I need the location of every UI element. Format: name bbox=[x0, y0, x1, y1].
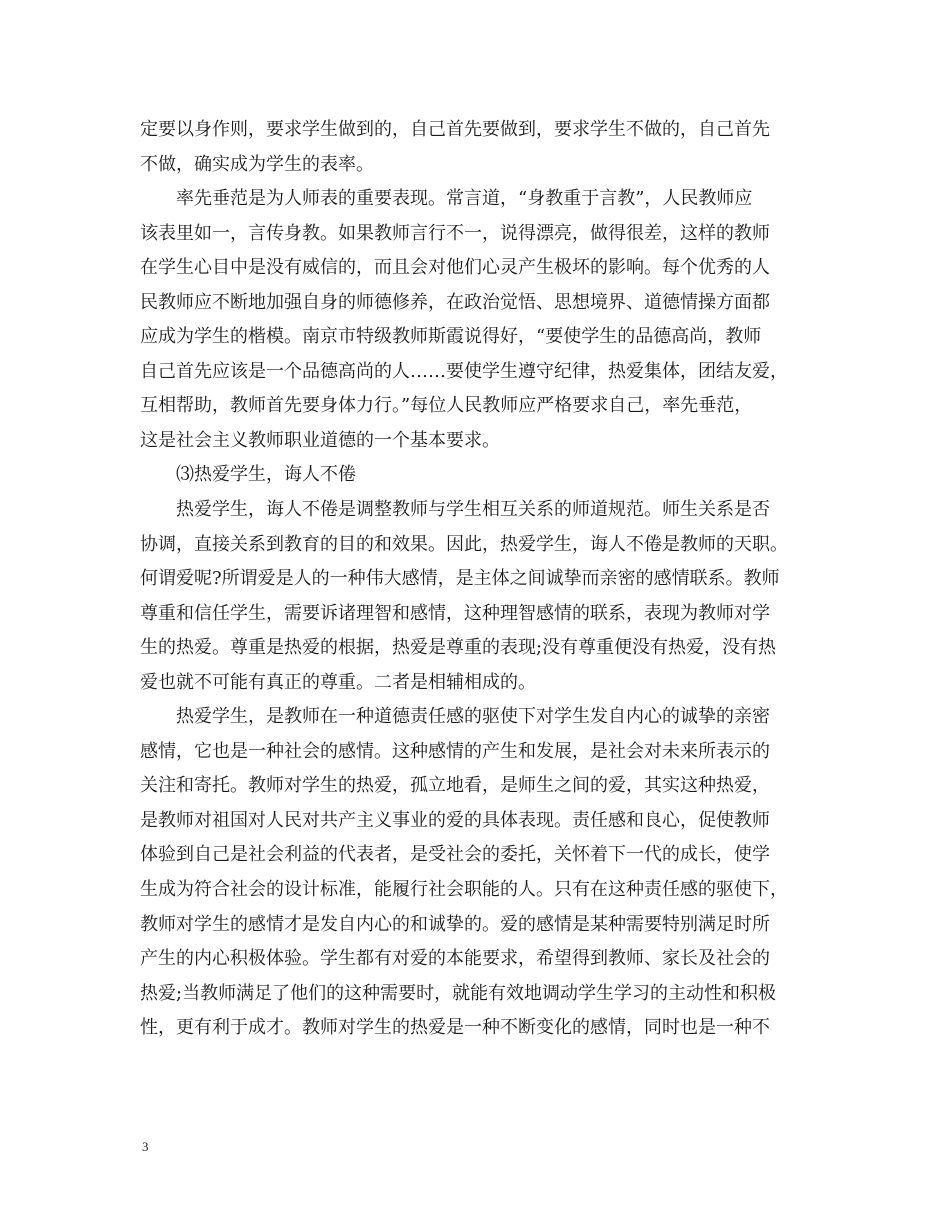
text-line: 是教师对祖国对人民对共产主义事业的爱的具体表现。责任感和良心，促使教师 bbox=[140, 809, 770, 831]
paragraph-first-line: 热爱学生，是教师在一种道德责任感的驱使下对学生发自内心的诚挚的亲密 bbox=[176, 706, 770, 728]
text-line: 生成为符合社会的设计标准，能履行社会职能的人。只有在这种责任感的驱使下， bbox=[140, 879, 788, 901]
text-line: 在学生心目中是没有威信的，而且会对他们心灵产生极坏的影响。每个优秀的人 bbox=[140, 257, 770, 279]
text-line: 这是社会主义教师职业道德的一个基本要求。 bbox=[140, 429, 500, 451]
text-line: 应成为学生的楷模。南京市特级教师斯霞说得好，“要使学生的品德高尚，教师 bbox=[140, 326, 762, 348]
text-line: 爱也就不可能有真正的尊重。二者是相辅相成的。 bbox=[140, 671, 536, 693]
text-line: 协调，直接关系到教育的目的和效果。因此，热爱学生，诲人不倦是教师的天职。 bbox=[140, 533, 788, 555]
text-line: 该表里如一，言传身教。如果教师言行不一，说得漂亮，做得很差，这样的教师 bbox=[140, 222, 770, 244]
text-line: 尊重和信任学生，需要诉诸理智和感情，这种理智感情的联系，表现为教师对学 bbox=[140, 602, 770, 624]
text-line: 性，更有利于成才。教师对学生的热爱是一种不断变化的感情，同时也是一种不 bbox=[140, 1017, 770, 1039]
paragraph-first-line: 热爱学生，诲人不倦是调整教师与学生相互关系的师道规范。师生关系是否 bbox=[176, 499, 770, 521]
section-heading: ⑶热爱学生，诲人不倦 bbox=[176, 464, 356, 486]
text-line: 热爱;当教师满足了他们的这种需要时，就能有效地调动学生学习的主动性和积极 bbox=[140, 982, 777, 1004]
text-line: 产生的内心积极体验。学生都有对爱的本能要求，希望得到教师、家长及社会的 bbox=[140, 948, 770, 970]
page-number: 3 bbox=[142, 1139, 149, 1154]
text-line: 感情，它也是一种社会的感情。这种感情的产生和发展，是社会对未来所表示的 bbox=[140, 740, 770, 762]
text-line: 定要以身作则，要求学生做到的，自己首先要做到，要求学生不做的，自己首先 bbox=[140, 119, 770, 140]
text-line: 不做，确实成为学生的表率。 bbox=[140, 153, 374, 175]
text-line: 互相帮助，教师首先要身体力行。”每位人民教师应严格要求自己，率先垂范， bbox=[140, 395, 753, 417]
body-text bbox=[140, 113, 820, 1046]
text-line: 教师对学生的感情才是发自内心的和诚挚的。爱的感情是某种需要特别满足时所 bbox=[140, 913, 770, 935]
text-line: 何谓爱呢?所谓爱是人的一种伟大感情，是主体之间诚挚而亲密的感情联系。教师 bbox=[140, 568, 780, 590]
text-line: 生的热爱。尊重是热爱的根据，热爱是尊重的表现;没有尊重便没有热爱，没有热 bbox=[140, 637, 777, 659]
text-line: 自己首先应该是一个品德高尚的人……要使学生遵守纪律，热爱集体，团结友爱， bbox=[140, 360, 788, 382]
text-line: 关注和寄托。教师对学生的热爱，孤立地看，是师生之间的爱，其实这种热爱， bbox=[140, 775, 770, 797]
paragraph-first-line: 率先垂范是为人师表的重要表现。常言道，“身教重于言教”，人民教师应 bbox=[176, 188, 753, 210]
text-line: 体验到自己是社会利益的代表者，是受社会的委托，关怀着下一代的成长，使学 bbox=[140, 844, 770, 866]
text-line: 民教师应不断地加强自身的师德修养，在政治觉悟、思想境界、道德情操方面都 bbox=[140, 291, 770, 313]
